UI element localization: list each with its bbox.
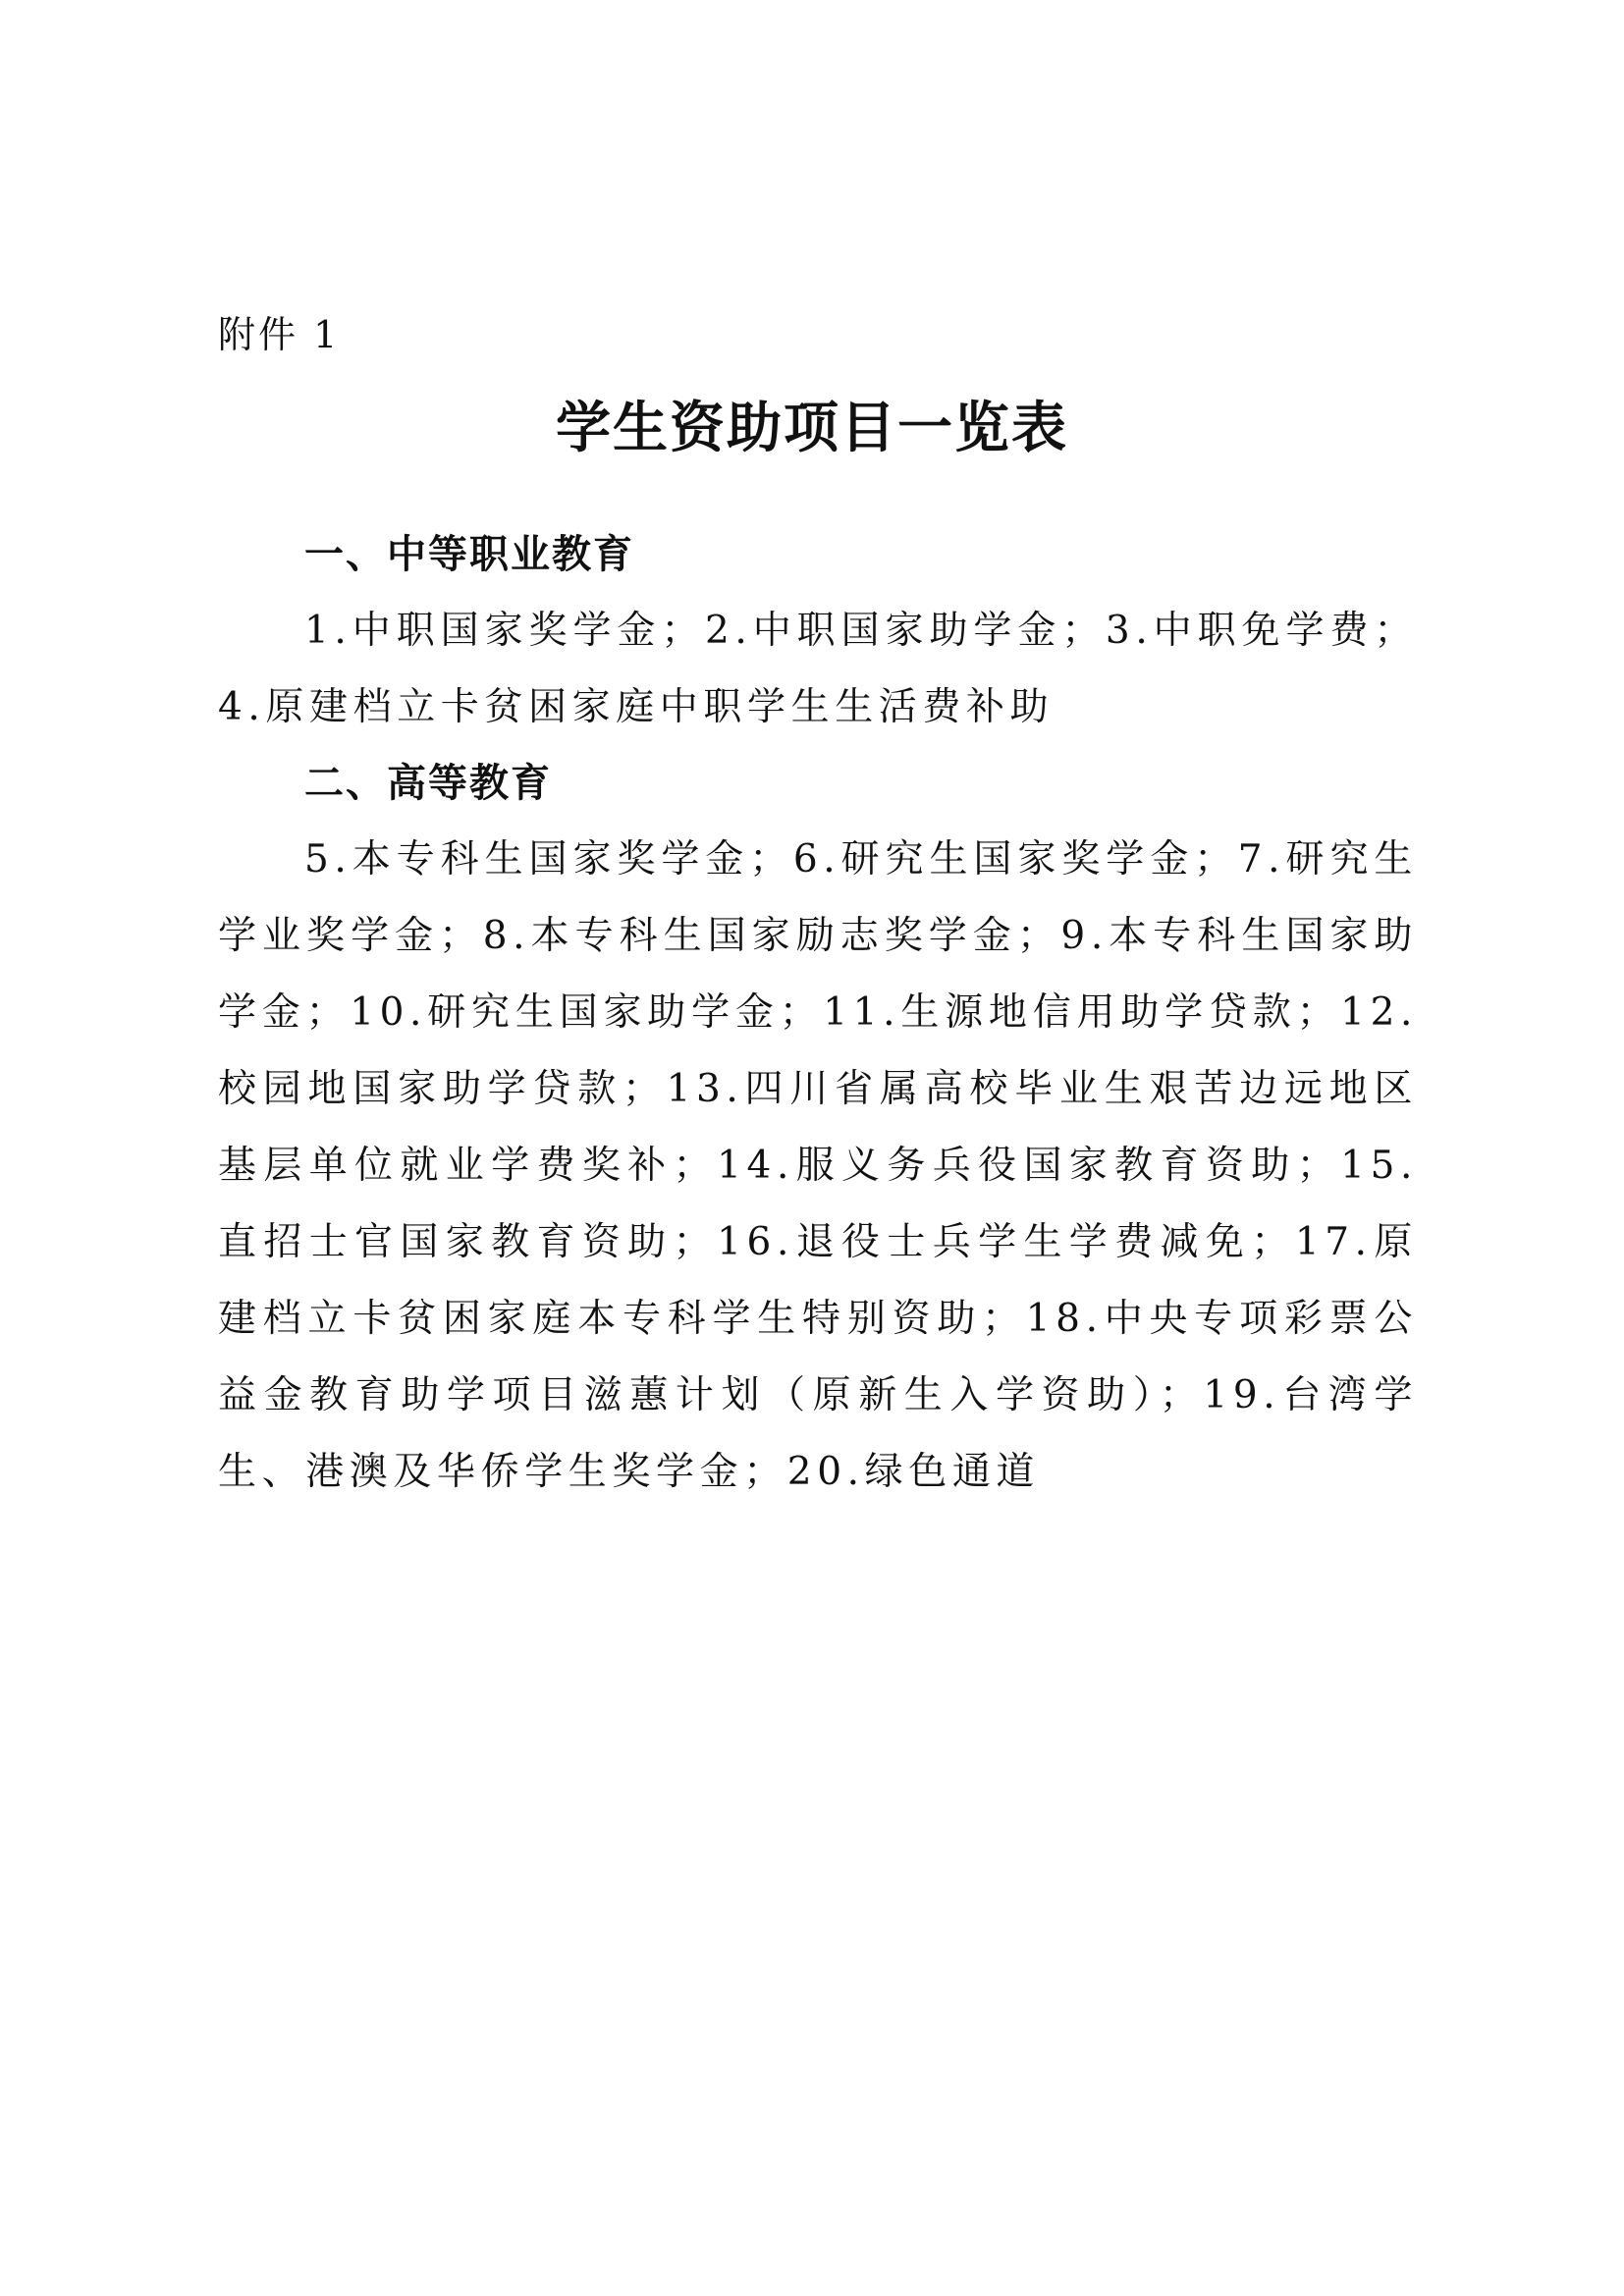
section-heading-higher-education: 二、高等教育 [304,761,552,806]
section-body-higher-education: 5.本专科生国家奖学金；6.研究生国家奖学金；7.研究生学业奖学金；8.本专科生国家励志奖学金；9.本专科生国家助学金；10.研究生国家助学金；11.生源地信用助学贷款；12.校园地国家助学贷款；13.四川省属高校毕业生艰苦边远地区基层单位就业学费奖补；14.服义务兵役国家教育资助；15.直招士官国家教育资助；16.退役士兵学生学费减免；17.原建档立卡贫困家庭本专科学生特别资助；18.中央专项彩票公益金教育助学项目滋蕙计划（原新生入学资助）；19.台湾学生、港澳及华侨学生奖学金；20.绿色通道 [218,837,1418,1494]
section-body-secondary-vocational: 1.中职国家奖学金；2.中职国家助学金；3.中职免学费；4.原建档立卡贫困家庭中职学生生活费补助 [218,609,1418,729]
section-heading-secondary-vocational: 一、中等职业教育 [304,532,634,577]
document-title: 学生资助项目一览表 [556,397,1068,460]
attachment-label: 附件 1 [218,313,341,356]
